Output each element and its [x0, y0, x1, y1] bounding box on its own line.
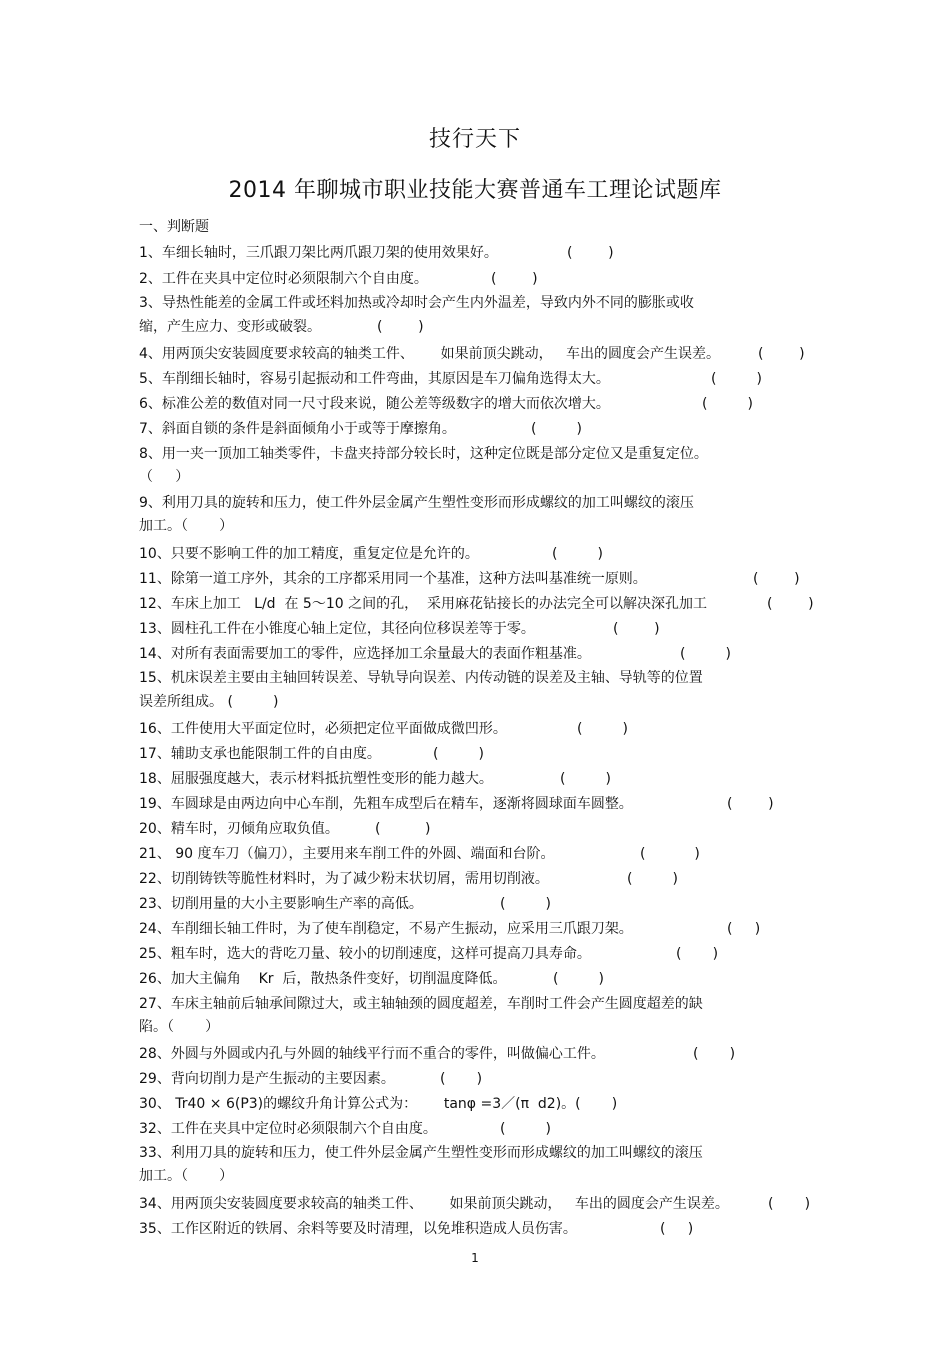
question-item — [139, 919, 761, 939]
question-item — [139, 1143, 703, 1163]
document-subtitle: 2014 年聊城市职业技能大赛普通车工理论试题库 — [228, 178, 722, 203]
question-item — [139, 493, 694, 513]
question-item — [139, 894, 551, 914]
question-item — [139, 1219, 694, 1239]
question-item — [139, 569, 800, 589]
question-text: 4、用两顶尖安装圆度要求较高的轴类工件、 如果前顶尖跳动， 车出的圆度会产生误差。 — [139, 346, 720, 362]
question-item — [139, 594, 814, 614]
question-text: 30、 Tr40 × 6(P3)的螺纹升角计算公式为： tanφ =3／(π d2)。( ) — [139, 1096, 618, 1112]
question-text: 20、精车时，刃倾角应取负值。 — [139, 821, 339, 837]
question-item — [139, 1069, 483, 1089]
question-text: 缩，产生应力、变形或破裂。 — [139, 319, 321, 335]
question-item — [139, 1094, 617, 1114]
question-item — [139, 344, 805, 364]
question-item — [139, 619, 660, 639]
answer-blank: ( ) — [440, 1071, 483, 1087]
answer-blank: ( ) — [567, 245, 614, 261]
question-text: 3、导热性能差的金属工件或坯料加热或冷却时会产生内外温差，导致内外不同的膨胀或收 — [139, 295, 694, 311]
question-item — [139, 994, 703, 1014]
question-item — [139, 969, 604, 989]
question-text: 32、工件在夹具中定位时必须限制六个自由度。 — [139, 1121, 437, 1137]
answer-blank: ( ) — [768, 1196, 811, 1212]
section-heading: 一、判断题 — [139, 219, 209, 235]
question-item — [139, 719, 628, 739]
question-text: 24、车削细长轴工件时，为了使车削稳定，不易产生振动，应采用三爪跟刀架。 — [139, 921, 633, 937]
question-text: 12、车床上加工 L/d 在 5～10 之间的孔， 采用麻花钻接长的办法完全可以解决深孔加工 — [139, 596, 707, 612]
question-item — [139, 769, 611, 789]
answer-blank: ( ) — [613, 621, 660, 637]
answer-blank: ( ) — [660, 1221, 694, 1237]
answer-blank: ( ) — [727, 796, 774, 812]
question-continuation — [139, 516, 233, 536]
question-text: 13、圆柱孔工件在小锥度心轴上定位，其径向位移误差等于零。 — [139, 621, 535, 637]
question-item — [139, 844, 700, 864]
answer-blank: ( ) — [753, 571, 800, 587]
question-continuation — [139, 1017, 219, 1037]
answer-blank: ( ) — [531, 421, 582, 437]
question-text: 22、切削铸铁等脆性材料时，为了减少粉末状切屑，需用切削液。 — [139, 871, 549, 887]
answer-blank: ( ) — [727, 921, 761, 937]
question-item — [139, 744, 484, 764]
answer-blank: ( ) — [375, 821, 431, 837]
question-text: 9、利用刀具的旋转和压力，使工件外层金属产生塑性变形而形成螺纹的加工叫螺纹的滚压 — [139, 495, 694, 511]
answer-blank: ( ) — [693, 1046, 736, 1062]
answer-blank: ( ) — [711, 371, 762, 387]
page-number: 1 — [471, 1251, 479, 1265]
answer-blank: ( ) — [702, 396, 753, 412]
question-item — [139, 243, 614, 263]
question-text: 陷。（ ） — [139, 1019, 220, 1035]
question-item — [139, 1119, 551, 1139]
answer-blank: ( ) — [577, 721, 628, 737]
question-text: 11、除第一道工序外，其余的工序都采用同一个基准，这种方法叫基准统一原则。 — [139, 571, 647, 587]
question-text: 1、车细长轴时，三爪跟刀架比两爪跟刀架的使用效果好。 — [139, 245, 498, 261]
answer-blank: ( ) — [491, 271, 538, 287]
question-text: 2、工件在夹具中定位时必须限制六个自由度。 — [139, 271, 428, 287]
question-item — [139, 1194, 811, 1214]
question-text: 误差所组成。 ( ) — [139, 694, 279, 710]
question-item — [139, 644, 731, 664]
question-text: 7、斜面自锁的条件是斜面倾角小于或等于摩擦角。 — [139, 421, 456, 437]
answer-blank: ( ) — [377, 319, 424, 335]
answer-blank: ( ) — [676, 946, 719, 962]
question-item — [139, 1044, 736, 1064]
question-continuation — [139, 317, 424, 337]
question-text: 加工。（ ） — [139, 1168, 234, 1184]
answer-blank: ( ) — [627, 871, 678, 887]
answer-blank: ( ) — [553, 971, 604, 987]
answer-blank: ( ) — [433, 746, 484, 762]
question-text: 17、辅助支承也能限制工件的自由度。 — [139, 746, 381, 762]
question-text: 6、标准公差的数值对同一尺寸段来说，随公差等级数字的增大而依次增大。 — [139, 396, 610, 412]
answer-blank: ( ) — [680, 646, 731, 662]
document-title: 技行天下 — [428, 127, 521, 152]
question-item — [139, 369, 762, 389]
question-text: 21、 90 度车刀（偏刀），主要用来车削工件的外圆、端面和台阶。 — [139, 846, 555, 862]
question-text: 27、车床主轴前后轴承间隙过大，或主轴轴颈的圆度超差，车削时工件会产生圆度超差的缺 — [139, 996, 703, 1012]
answer-blank: ( ) — [640, 846, 700, 862]
question-item — [139, 668, 703, 688]
question-text: 28、外圆与外圆或内孔与外圆的轴线平行而不重合的零件，叫做偏心工件。 — [139, 1046, 605, 1062]
question-text: 35、工作区附近的铁屑、余料等要及时清理，以免堆积造成人员伤害。 — [139, 1221, 577, 1237]
question-text: 14、对所有表面需要加工的零件，应选择加工余量最大的表面作粗基准。 — [139, 646, 591, 662]
question-continuation — [139, 467, 189, 487]
question-text: 15、机床误差主要由主轴回转误差、导轨导向误差、内传动链的误差及主轴、导轨等的位置 — [139, 670, 703, 686]
question-continuation — [139, 692, 278, 712]
question-text: 34、用两顶尖安装圆度要求较高的轴类工件、 如果前顶尖跳动， 车出的圆度会产生误差。 — [139, 1196, 729, 1212]
question-text: 25、粗车时，选大的背吃刀量、较小的切削速度，这样可提高刀具寿命。 — [139, 946, 591, 962]
answer-blank: ( ) — [767, 596, 814, 612]
question-item — [139, 544, 603, 564]
answer-blank: ( ) — [500, 1121, 551, 1137]
question-item — [139, 444, 708, 464]
question-item — [139, 869, 678, 889]
question-text: 16、工件使用大平面定位时，必须把定位平面做成微凹形。 — [139, 721, 507, 737]
answer-blank: ( ) — [500, 896, 551, 912]
question-item — [139, 819, 431, 839]
question-text: 33、利用刀具的旋转和压力，使工件外层金属产生塑性变形而形成螺纹的加工叫螺纹的滚压 — [139, 1145, 703, 1161]
question-text: 8、用一夹一顶加工轴类零件，卡盘夹持部分较长时，这种定位既是部分定位又是重复定位。 — [139, 446, 708, 462]
question-text: 29、背向切削力是产生振动的主要因素。 — [139, 1071, 395, 1087]
answer-blank: ( ) — [552, 546, 603, 562]
answer-blank: ( ) — [758, 346, 805, 362]
question-item — [139, 944, 719, 964]
question-text: 18、屈服强度越大，表示材料抵抗塑性变形的能力越大。 — [139, 771, 493, 787]
question-text: 10、只要不影响工件的加工精度，重复定位是允许的。 — [139, 546, 479, 562]
answer-blank: ( ) — [560, 771, 611, 787]
question-text: 加工。（ ） — [139, 518, 234, 534]
question-item — [139, 794, 774, 814]
question-text: （ ） — [139, 469, 190, 485]
question-continuation — [139, 1166, 233, 1186]
question-text: 23、切削用量的大小主要影响生产率的高低。 — [139, 896, 423, 912]
question-item — [139, 419, 582, 439]
question-item — [139, 394, 753, 414]
question-item — [139, 293, 694, 313]
question-text: 26、加大主偏角 Kr 后，散热条件变好，切削温度降低。 — [139, 971, 507, 987]
question-item — [139, 269, 538, 289]
question-text: 19、车圆球是由两边向中心车削，先粗车成型后在精车，逐渐将圆球面车圆整。 — [139, 796, 633, 812]
question-text: 5、车削细长轴时，容易引起振动和工件弯曲，其原因是车刀偏角选得太大。 — [139, 371, 610, 387]
